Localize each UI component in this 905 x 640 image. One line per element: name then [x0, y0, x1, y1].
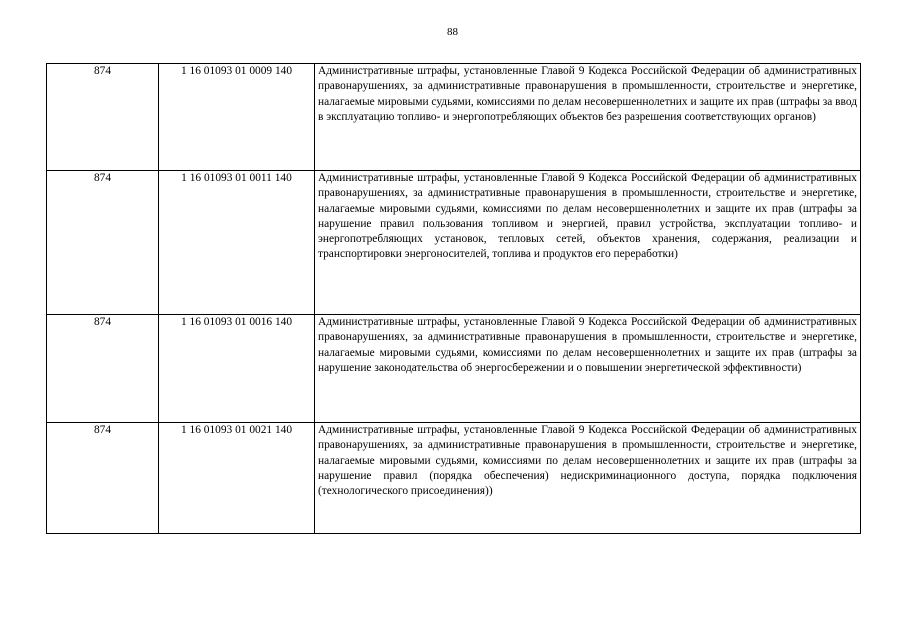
admin-code-cell: 874 — [47, 64, 159, 171]
table-row — [47, 64, 861, 171]
admin-code-cell: 874 — [47, 315, 159, 423]
table-row — [47, 423, 861, 534]
page-number: 88 — [447, 26, 458, 38]
kbk-code-cell: 1 16 01093 01 0011 140 — [159, 171, 315, 315]
kbk-code-cell: 1 16 01093 01 0016 140 — [159, 315, 315, 423]
admin-code-cell: 874 — [47, 423, 159, 534]
description-cell: Административные штрафы, установленные Главой 9 Кодекса Российской Федерации об административных правонарушениях, за административные правонарушения в промышленности, строительстве и энергетике, налагаемые мировыми судьями, комиссиями по делам несовершеннолетних и защите их прав (штрафы за нарушение законодательства об энергосбережении и о повышении энергетической эффективности) — [315, 315, 861, 423]
description-cell: Административные штрафы, установленные Главой 9 Кодекса Российской Федерации об административных правонарушениях, за административные правонарушения в промышленности, строительстве и энергетике, налагаемые мировыми судьями, комиссиями по делам несовершеннолетних и защите их прав (штрафы за ввод в эксплуатацию топливо- и энергопотребляющих объектов без разрешения соответствующих органов) — [315, 64, 861, 171]
kbk-code-cell: 1 16 01093 01 0009 140 — [159, 64, 315, 171]
admin-code-cell: 874 — [47, 171, 159, 315]
table-row — [47, 315, 861, 423]
kbk-code-cell: 1 16 01093 01 0021 140 — [159, 423, 315, 534]
description-cell: Административные штрафы, установленные Главой 9 Кодекса Российской Федерации об административных правонарушениях, за административные правонарушения в промышленности, строительстве и энергетике, налагаемые мировыми судьями, комиссиями по делам несовершеннолетних и защите их прав (штрафы за нарушение правил пользования топливом и энергией, правил устройства, эксплуатации топливо- и энергопотребляющих установок, тепловых сетей, объектов хранения, содержания, реализации и транспортировки энергоносителей, топлива и продуктов его переработки) — [315, 171, 861, 315]
description-cell: Административные штрафы, установленные Главой 9 Кодекса Российской Федерации об административных правонарушениях, за административные правонарушения в промышленности, строительстве и энергетике, налагаемые мировыми судьями, комиссиями по делам несовершеннолетних и защите их прав (штрафы за нарушение правил (порядка обеспечения) недискриминационного доступа, порядка подключения (технологического присоединения)) — [315, 423, 861, 534]
revenue-codes-table — [46, 63, 861, 534]
table-row — [47, 171, 861, 315]
